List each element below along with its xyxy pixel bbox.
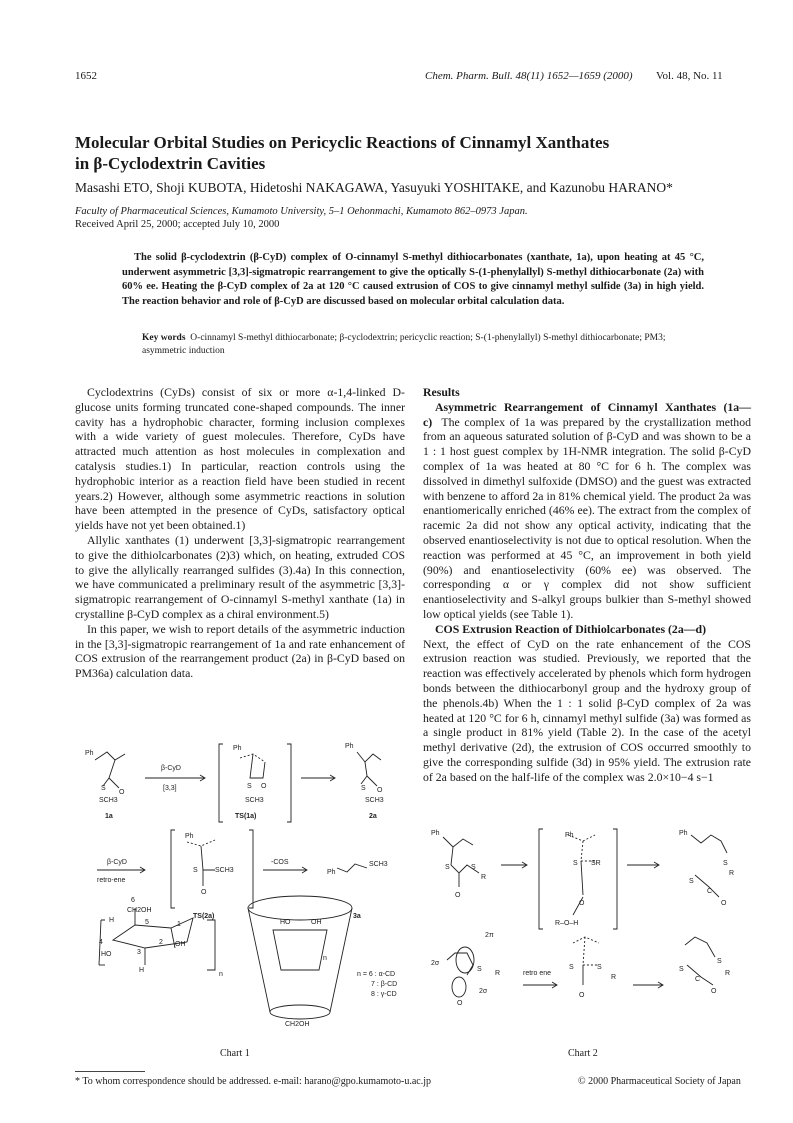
c2-s-ts: S (573, 860, 578, 867)
intro-paragraph-1: Cyclodextrins (CyDs) consist of six or more α-1,4-linked D-glucose units forming truncated cone-shaped compounds. The inner cavity has a hydrophobic character, forming inclusion complexes with a wide variety of guest molecules. Therefore, CyDs have attracted much attention as host molecules in complexation and catalysis studies.1) In particular, reaction controls using the hydrophobic interior as a reaction field have been studied in recent years.2) However, although some asymmetric reactions in solution have been attempted in the presence of CyDs, satisfactory optical yields have not yet been obtained.1) (75, 385, 405, 533)
c2-s-a2: S (471, 864, 476, 871)
c2-ph-p: Ph (679, 830, 688, 837)
c2-r-ts2: R (611, 974, 617, 981)
c1-label-3a: 3a (353, 913, 361, 920)
c2-r-p2: R (725, 970, 731, 977)
c1-ph-3a: Ph (327, 869, 336, 876)
chart-2-caption: Chart 2 (568, 1048, 598, 1059)
c1-bcyd-2: β-CyD (107, 859, 127, 866)
c2-twosigma-2: 2σ (479, 988, 488, 995)
c2-o-cos2: O (711, 988, 717, 995)
affiliation: Faculty of Pharmaceutical Sciences, Kumamoto University, 5–1 Oehonmachi, Kumamoto 862–0973 Japan. (75, 206, 528, 217)
c2-s-p: S (723, 860, 728, 867)
c1-ph-ts: Ph (233, 745, 242, 752)
c2-ph-ts: Ph (565, 832, 574, 839)
c2-r-b: R (495, 970, 501, 977)
c2-o-ts: O (579, 900, 585, 907)
section-1-heading: Asymmetric Rearrangement of Cinnamyl Xanthates (1a—c) (423, 399, 751, 429)
results-section-1 (423, 400, 751, 622)
c2-o-a: O (455, 892, 461, 899)
c1-o-1a: O (119, 789, 125, 796)
chart-1-scheme (75, 730, 415, 1035)
copyright: © 2000 Pharmaceutical Society of Japan (578, 1076, 741, 1087)
c2-s-cos2: S (679, 966, 684, 973)
c1-o-ts: O (261, 783, 267, 790)
c1-ph-2a: Ph (345, 743, 354, 750)
chart-2-scheme (423, 825, 753, 1035)
c2-o-ts2: O (579, 992, 585, 999)
title-line-2: in β-Cyclodextrin Cavities (75, 154, 266, 173)
c1-ch2oh-cd: CH2OH (285, 1021, 310, 1028)
c2-s-cos: S (689, 878, 694, 885)
c1-n8: 8 : γ-CD (371, 991, 397, 998)
correspondence-footnote: * To whom correspondence should be addressed. e-mail: harano@gpo.kumamoto-u.ac.jp (75, 1076, 432, 1087)
chart-1-caption: Chart 1 (220, 1048, 250, 1059)
section-2-heading: COS Extrusion Reaction of Dithiolcarbonates (2a—d) (435, 621, 706, 636)
c1-sch3-2a: SCH3 (365, 797, 384, 804)
c2-sr-ts: SR (591, 860, 601, 867)
c1-n-cd: n (323, 955, 327, 962)
c1-three: 3 (137, 949, 141, 956)
received-dates: Received April 25, 2000; accepted July 10, 2000 (75, 219, 280, 230)
c1-oh-glc: OH (175, 941, 186, 948)
c1-sch3-ts: SCH3 (245, 797, 264, 804)
c1-sch3-3a: SCH3 (369, 861, 388, 868)
c1-label-1a: 1a (105, 813, 113, 820)
c2-twosigma-1: 2σ (431, 960, 440, 967)
c2-ph-a: Ph (431, 830, 440, 837)
c1-ch2oh: CH2OH (127, 907, 152, 914)
c1-bcyd-1: β-CyD (161, 765, 181, 772)
c1-one: 1 (177, 921, 181, 928)
c1-oh-cd: OH (311, 919, 322, 926)
abstract: The solid β-cyclodextrin (β-CyD) complex of O-cinnamyl S-methyl dithiocarbonates (xanthate, 1a), upon heating at 45 °C, underwent asymmetric [3,3]-sigmatropic rearrangement to give the optically S-(1-phenylallyl) S-methyl dithiocarbonate (2a) with 60% ee. Heating the β-CyD complex of 2a at 120 °C caused extrusion of COS to give cinnamyl methyl sulfide (3a) in high yield. The reaction behavior and role of β-CyD are discussed based on molecular orbital calculation data. (122, 252, 704, 307)
c1-ho-cd: HO (280, 919, 291, 926)
c1-four: 4 (99, 939, 103, 946)
c1-s-1a: S (101, 785, 106, 792)
c1-n-glc: n (219, 971, 223, 978)
c2-twopi: 2π (485, 932, 494, 939)
c2-s-b1: S (477, 966, 482, 973)
c1-o-2a: O (377, 787, 383, 794)
author-list: Masashi ETO, Shoji KUBOTA, Hidetoshi NAKAGAWA, Yasuyuki YOSHITAKE, and Kazunobu HARANO* (75, 180, 673, 195)
c1-n7: 7 : β-CD (371, 981, 398, 988)
c1-ph-1a: Ph (85, 750, 94, 757)
c2-c-cos2: C (695, 976, 701, 983)
journal-reference: Chem. Pharm. Bull. 48(11) 1652—1659 (2000) (425, 70, 633, 82)
c1-s-ts: S (247, 783, 252, 790)
page-number: 1652 (75, 70, 97, 82)
c1-label-ts1a: TS(1a) (235, 813, 257, 820)
c1-six: 6 (131, 897, 135, 904)
c2-s-ts2b: S (597, 964, 602, 971)
c1-ho-glc: HO (101, 951, 112, 958)
left-column (75, 385, 405, 681)
keywords-label: Key words (142, 333, 186, 343)
title-line-1: Molecular Orbital Studies on Pericyclic Reactions of Cinnamyl Xanthates (75, 133, 610, 152)
keywords-text: O-cinnamyl S-methyl dithiocarbonate; β-cyclodextrin; pericyclic reaction; S-(1-phenylallyl) S-methyl dithiocarbonate; PM3; asymmetric induction (142, 333, 666, 356)
c2-retro: retro ene (523, 970, 552, 977)
article-title (75, 132, 725, 174)
c1-h1: H (109, 917, 115, 924)
c1-label-2a: 2a (369, 813, 377, 820)
c2-c-cos: C (707, 888, 713, 895)
c1-ph-ts2a: Ph (185, 833, 194, 840)
c1-label-ts2a: TS(2a) (193, 913, 215, 920)
volume-info: Vol. 48, No. 11 (656, 70, 723, 82)
c1-s-ts2a: S (193, 867, 198, 874)
section-1-text: The complex of 1a was prepared by the crystallization method from an aqueous saturated solution of β-CyD and was shown to be a 1 : 1 host guest complex by 1H-NMR integration. The solid β-CyD complex of 1a was heated at 80 °C for 6 h. The complex was dissolved in dimethyl sulfoxide (DMSO) and the guest was extracted with benzene to afford 2a in 81% chemical yield. The product 2a was enantiomerically enriched (46% ee). The extract from the complex of racemic 2a did not show any optical activity, indicating that the observed enantioselectivity is not due to optical resolution. When the reaction was performed at 45 °C, an improvement in both yield (90%) and enantioselectivity (60% ee) was observed. The corresponding α or γ complex did not show sufficient enantioselectivity and S-alkyl groups bulkier than S-methyl showed low optical yields (see Table 1). (423, 414, 751, 621)
c1-n6: n = 6 : α-CD (357, 971, 396, 978)
c2-r-a: R (481, 874, 487, 881)
keywords (142, 332, 704, 358)
c2-s-p2: S (717, 958, 722, 965)
c1-retro: retro-ene (97, 877, 126, 884)
c1-sig33: [3,3] (163, 785, 177, 792)
footnote-rule (75, 1071, 145, 1072)
intro-paragraph-3: In this paper, we wish to report details of the asymmetric induction in the [3,3]-sigmatropic rearrangement of 1a and rate enhancement of COS extrusion of the rearrangement product (2a) in β-CyD based on PM36a) calculation data. (75, 621, 405, 681)
c1-five: 5 (145, 919, 149, 926)
c1-sch3-ts2a: SCH3 (215, 867, 234, 874)
c2-r-p: R (729, 870, 735, 877)
c2-s-ts2a: S (569, 964, 574, 971)
c2-s-a1: S (445, 864, 450, 871)
c1-h2: H (139, 967, 145, 974)
intro-paragraph-2: Allylic xanthates (1) underwent [3,3]-sigmatropic rearrangement to give the dithiolcarbonates (2)3) which, on heating, extruded COS to give the allylically rearranged sulfides (3).4a) In this connection, we have communicated a preliminary result of the asymmetric [3,3]-sigmatropic rearrangement of O-cinnamyl S-methyl xanthate (1a) in crystalline β-CyD complex as a chiral environment.5) (75, 532, 405, 621)
section-2-text: Next, the effect of CyD on the rate enhancement of the COS extrusion reaction was studied. Previously, we reported that the reaction was effectively accelerated by phenols which form hydrogen bonds between the dithiocarbonyl group and the hydroxy group of the phenols.4b) When the 1 : 1 solid β-CyD complex of 2a was heated at 120 °C for 6 h, cinnamyl methyl sulfide (3a) was formed as a single product in 81% yield (Table 2). In the case of the acetyl methyl derivative (2d), the extrusion of COS occurred smoothly to give the corresponding sulfide (3d) in 95% yield. The extrusion rate of 2a based on the half-life of the complex was 2.0×10−4 s−1 (423, 636, 751, 784)
c1-s-2a: S (361, 785, 366, 792)
c2-o-cos: O (721, 900, 727, 907)
c1-two: 2 (159, 939, 163, 946)
c1-o-ts2a: O (201, 889, 207, 896)
c2-roh: R–O–H (555, 920, 579, 927)
c1-cos: -COS (271, 859, 289, 866)
c2-o-b: O (457, 1000, 463, 1007)
c1-sch3-1a: SCH3 (99, 797, 118, 804)
right-column (423, 385, 751, 785)
results-heading: Results (423, 385, 460, 399)
